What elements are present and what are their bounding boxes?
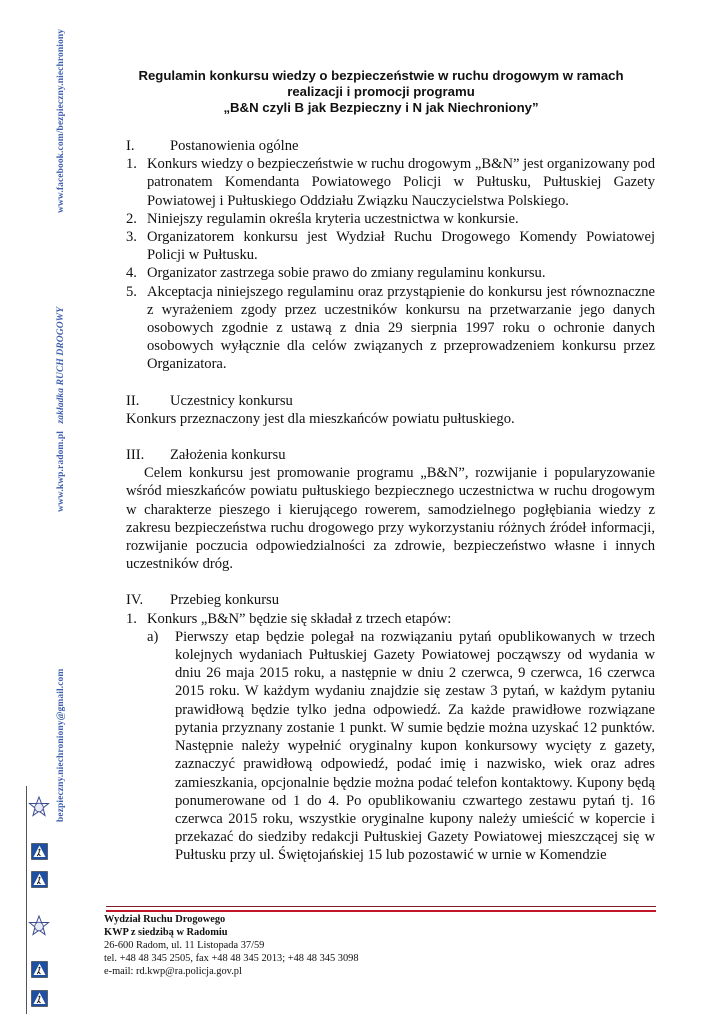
section-title: Uczestnicy konkursu [170, 392, 293, 409]
footer-street: 26-600 Radom, ul. 11 Listopada 37/59 [104, 940, 265, 951]
footer-divider [106, 906, 656, 907]
footer-address [104, 913, 359, 978]
footer-phone: tel. +48 48 345 2505, fax +48 48 345 2013; +48 48 345 3098 [104, 953, 359, 964]
list-text: Konkurs wiedzy o bezpieczeństwie w ruchu drogowym „B&N” jest organizowany pod patronatem Komendanta Powiatowego Policji w Pułtusku, Pułtuskiej Gazety Powiatowej i Pułtuskiego Oddziału Związku Nauczycielstwa Polskiego. [147, 156, 655, 209]
list-number: 5. [126, 283, 137, 300]
sub-list-item [147, 628, 655, 865]
title-line: realizacji i promocji programu [287, 84, 475, 99]
section-title: Przebieg konkursu [170, 592, 280, 609]
list-number: 2. [126, 210, 137, 227]
list-text: Akceptacja niniejszego regulaminu oraz przystąpienie do konkursu jest równoznaczne z wyrażeniem zgody przez uczestników konkursu na przetwarzanie jego danych osobowych zgodnie z ustawą z dnia 29 sierpnia 1997 roku o ochronie danych osobowych wyłącznie dla celów związanych z przeprowadzeniem konkursu przez Organizatora. [147, 283, 655, 373]
section-heading [126, 137, 655, 155]
section-heading [126, 591, 655, 609]
list-item [126, 610, 655, 628]
list-item [126, 283, 655, 374]
section-number: III. [126, 447, 145, 464]
list-item [126, 264, 655, 282]
title-line: „B&N czyli B jak Bezpieczny i N jak Niechroniony” [223, 100, 539, 115]
section-title: Założenia konkursu [170, 447, 286, 464]
list-number: 4. [126, 265, 137, 282]
section-number: IV. [126, 592, 144, 609]
list-text: Konkurs „B&N” będzie się składał z trzech etapów: [147, 610, 452, 627]
sub-list-text: Pierwszy etap będzie polegał na rozwiązaniu pytań opublikowanych w trzech kolejnych wydaniach Pułtuskiej Gazety Powiatowej począwszy od wydania w dniu 26 maja 2015 roku, a następnie w dniu 2 czerwca, 9 czerwca, 16 czerwca 2015 roku. W każdym wydaniu znajdzie się zestaw 3 pytań, w każdym pytaniu prawidłową będzie tylko jedna odpowiedź. Za każde prawidłowe rozwiązane pytania przyznany zostanie 1 punkt. W sumie będzie można uzyskać 12 punktów. Następnie należy wypełnić oryginalny kupon konkursowy wycięty z gazety, zaznaczyć prawidłową odpowiedź, podać imię i nazwisko, wiek oraz adres zamieszkania, opcjonalnie będzie można podać telefon kontaktowy. Kupony będą ponumerowane od 1 do 4. Po opublikowaniu czwartego zestawu pytań tj. 16 czerwca 2015 roku, wszystkie oryginalne kupony należy umieścić w kopercie i przekazać do siedziby redakcji Pułtuskiej Gazety Powiatowej mieszczącej się w Pułtusku przy ul. Świętojańskiej 15 lub pozostawić w urnie w Komendzie [175, 628, 655, 864]
paragraph: Celem konkursu jest promowanie programu „B&N”, rozwijanie i popularyzowanie wśród mieszkańców powiatu pułtuskiego bezpiecznego uczestnictwa w ruchu drogowym w charakterze pieszego i kierującego rowerem, samodzielnego pogłębiania wiedzy z zakresu bezpieczeństwa ruchu drogowego przy wykorzystaniu różnych źródeł informacji, rozwijanie poczucia odpowiedzialności za zdrowie, bezpieczeństwo własne i innych uczestników dróg. [126, 465, 655, 573]
document-title [96, 68, 666, 116]
list-number: 1. [126, 156, 137, 173]
section-number: I. [126, 138, 135, 154]
list-item [126, 228, 655, 264]
section-title: Postanowienia ogólne [170, 138, 299, 154]
list-item [126, 155, 655, 210]
list-number: 1. [126, 610, 137, 627]
list-item [126, 210, 655, 228]
title-line: Regulamin konkursu wiedzy o bezpieczeństwie w ruchu drogowym w ramach [138, 68, 624, 83]
kwp-tab-label: zakładka RUCH DROGOWY [56, 306, 66, 424]
footer-email[interactable]: e-mail: rd.kwp@ra.policja.gov.pl [104, 966, 242, 977]
email-link[interactable]: bezpieczny.niechroniony@gmail.com [56, 668, 66, 822]
police-star-badge-icon [28, 796, 50, 818]
pedestrian-crossing-sign-icon [31, 961, 48, 978]
list-text: Niniejszy regulamin określa kryteria uczestnictwa w konkursie. [147, 210, 519, 227]
kwp-url[interactable]: www.kwp.radom.pl [56, 430, 66, 512]
footer-divider [106, 910, 656, 912]
section-heading [126, 392, 655, 410]
document-body [126, 137, 655, 865]
pedestrian-crossing-sign-icon [31, 990, 48, 1007]
footer-department: Wydział Ruchu Drogowego [104, 914, 226, 925]
sidebar-divider [26, 786, 27, 1014]
pedestrian-crossing-sign-icon [31, 871, 48, 888]
sub-list-letter: a) [147, 628, 159, 645]
list-text: Organizator zastrzega sobie prawo do zmiany regulaminu konkursu. [147, 265, 546, 282]
kwp-website-link[interactable] [56, 307, 66, 512]
pedestrian-crossing-sign-icon [31, 843, 48, 860]
list-number: 3. [126, 229, 137, 246]
police-star-badge-icon [28, 915, 50, 937]
paragraph: Konkurs przeznaczony jest dla mieszkańców powiatu pułtuskiego. [126, 410, 515, 427]
section-number: II. [126, 392, 140, 409]
facebook-link[interactable]: www.facebook.com/bezpieczny.niechroniony [56, 28, 66, 213]
list-text: Organizatorem konkursu jest Wydział Ruchu Drogowego Komendy Powiatowej Policji w Pułtusku. [147, 229, 655, 264]
section-heading [126, 446, 655, 464]
footer-hq: KWP z siedzibą w Radomiu [104, 927, 228, 938]
